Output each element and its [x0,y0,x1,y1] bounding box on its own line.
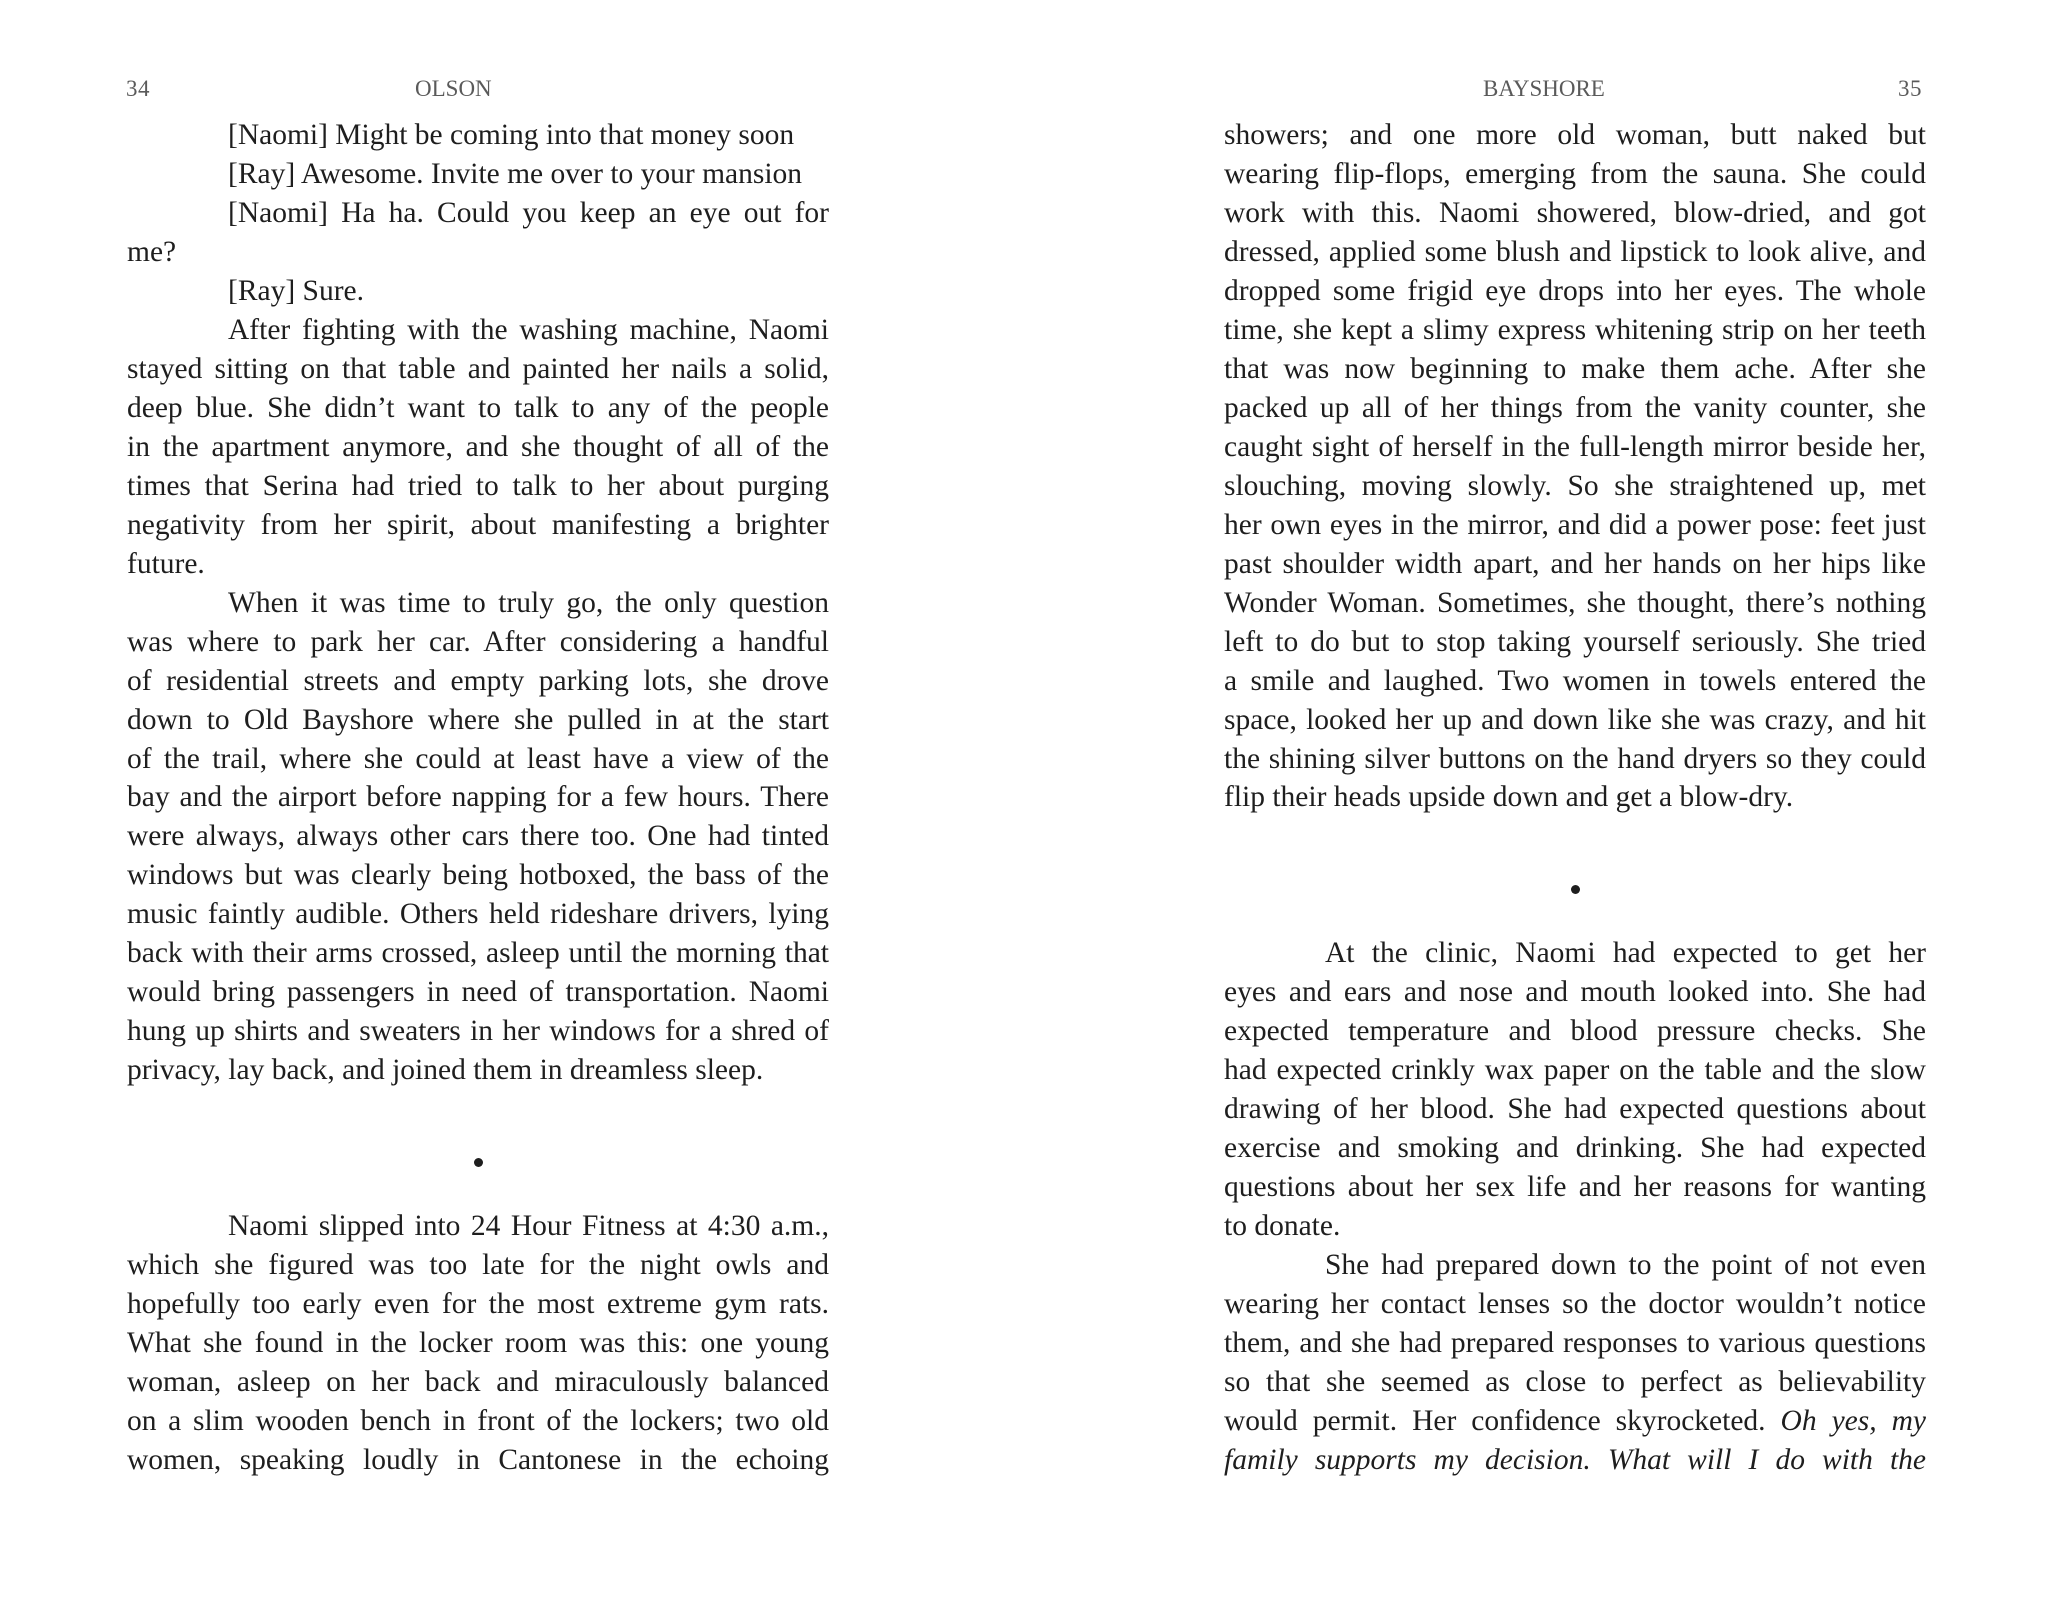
line-text: privacy, lay back, and joined them in dreamless sleep. [127,1054,764,1087]
text-line [1224,1207,1926,1246]
line-text: that was now beginning to make them ache. After she [1224,352,1926,385]
text-line [127,1324,829,1363]
line-text: which she figured was too late for the night owls and [127,1249,829,1282]
text-line [127,350,829,389]
right-text-column [1224,116,1926,1480]
text-line [127,973,829,1012]
text-line [1224,389,1926,428]
line-text: wearing flip-flops, emerging from the sauna. She could [1224,157,1926,190]
scene-break [1224,817,1926,934]
line-text: space, looked her up and down like she was crazy, and hit [1224,703,1926,736]
line-text: the shining silver buttons on the hand dryers so they could [1224,742,1926,775]
line-text: back with their arms crossed, asleep until the morning that [127,937,829,970]
line-text: After fighting with the washing machine, Naomi [228,313,829,346]
line-text: She had prepared down to the point of not even [1325,1249,1926,1282]
line-text: left to do but to stop taking yourself seriously. She tried [1224,625,1926,658]
line-text: [Ray] Awesome. Invite me over to your mansion [228,157,803,190]
paragraph [1224,934,1926,1246]
line-text: of the trail, where she could at least have a view of the [127,742,829,775]
line-text: dressed, applied some blush and lipstick to look alive, and [1224,235,1926,268]
text-line [1224,778,1926,817]
text-line [1224,428,1926,467]
line-text: so that she seemed as close to perfect as believability [1224,1365,1926,1398]
line-text: windows but was clearly being hotboxed, the bass of the [127,859,829,892]
text-line [127,1441,829,1480]
line-text: a smile and laughed. Two women in towels entered the [1224,664,1926,697]
line-text: Naomi slipped into 24 Hour Fitness at 4:30 a.m., [228,1210,829,1243]
line-text: in the apartment anymore, and she thought of all of the [127,430,829,463]
line-text: Wonder Woman. Sometimes, she thought, there’s nothing [1224,586,1926,619]
left-text-column [127,116,829,1480]
paragraph [127,116,829,155]
running-head-author: OLSON [415,76,492,101]
line-text: [Naomi] Ha ha. Could you keep an eye out for [228,196,829,229]
text-line [1224,194,1926,233]
scene-break [127,1090,829,1207]
scene-break-bullet-icon [1571,885,1580,894]
text-line [1224,272,1926,311]
line-text: What she found in the locker room was this: one young [127,1327,829,1360]
text-line [127,116,829,155]
text-line [1224,1363,1926,1402]
line-text: [Naomi] Might be coming into that money soon [228,119,795,151]
line-text: packed up all of her things from the vanity counter, she [1224,391,1926,424]
text-line [1224,1090,1926,1129]
line-text: future. [127,547,205,580]
text-line [127,1207,829,1246]
text-line [1224,506,1926,545]
line-text: her own eyes in the mirror, and did a power pose: feet just [1224,508,1926,541]
text-line [127,233,829,272]
line-text: would bring passengers in need of transportation. Naomi [127,976,829,1009]
text-line [1224,545,1926,584]
text-line [1224,233,1926,272]
text-line [1224,934,1926,973]
line-text: bay and the airport before napping for a few hours. There [127,781,829,814]
line-text: work with this. Naomi showered, blow-dried, and got [1224,196,1926,229]
line-text: expected temperature and blood pressure checks. She [1224,1015,1926,1048]
text-line [1224,662,1926,701]
text-line [1224,973,1926,1012]
line-text: them, and she had prepared responses to various questions [1224,1327,1926,1360]
text-line [127,934,829,973]
line-text: times that Serina had tried to talk to her about purging [127,469,829,502]
text-line [1224,467,1926,506]
text-line [127,194,829,233]
line-text: drawing of her blood. She had expected questions about [1224,1093,1926,1126]
line-text: music faintly audible. Others held rideshare drivers, lying [127,898,829,931]
line-text: At the clinic, Naomi had expected to get her [1325,937,1926,970]
line-text: [Ray] Sure. [228,274,364,307]
text-line [127,467,829,506]
line-text: had expected crinkly wax paper on the table and the slow [1224,1054,1926,1087]
text-line [1224,1285,1926,1324]
text-line [127,1246,829,1285]
line-text: stayed sitting on that table and painted her nails a solid, [127,352,829,385]
page-number-right: 35 [1898,76,1922,101]
paragraph [1224,116,1926,817]
text-line [127,272,829,311]
line-text: When it was time to truly go, the only question [228,586,829,619]
text-line [127,428,829,467]
line-text: me? [127,235,177,268]
line-text: women, speaking loudly in Cantonese in the echoing [127,1443,829,1476]
line-text: on a slim wooden bench in front of the lockers; two old [127,1404,829,1437]
line-text: down to Old Bayshore where she pulled in at the start [127,703,829,736]
line-text: slouching, moving slowly. So she straightened up, met [1224,469,1926,502]
text-line [127,895,829,934]
line-text: showers; and one more old woman, butt naked but [1224,119,1926,151]
line-text: negativity from her spirit, about manifesting a brighter [127,508,829,541]
line-text: would permit. Her confidence skyrocketed. [1224,1404,1781,1437]
text-line [1224,1168,1926,1207]
text-line [1224,701,1926,740]
line-text: deep blue. She didn’t want to talk to any of the people [127,391,829,424]
line-text: caught sight of herself in the full-length mirror beside her, [1224,430,1926,463]
line-text: woman, asleep on her back and miraculously balanced [127,1365,829,1398]
text-line [127,1012,829,1051]
page-number-left: 34 [126,76,150,101]
text-line [1224,1441,1926,1480]
text-line [1224,311,1926,350]
text-line [127,817,829,856]
text-line [127,1285,829,1324]
line-text: of residential streets and empty parking lots, she drove [127,664,829,697]
line-text: questions about her sex life and her reasons for wanting [1224,1171,1926,1204]
text-line [127,506,829,545]
text-line [127,155,829,194]
line-text: were always, always other cars there too. One had tinted [127,820,829,853]
scene-break-bullet-icon [474,1158,483,1167]
paragraph [127,155,829,194]
text-line [127,623,829,662]
text-line [127,584,829,623]
text-line [127,740,829,779]
text-line [127,311,829,350]
text-line [1224,1051,1926,1090]
paragraph [127,1207,829,1480]
text-line [1224,350,1926,389]
text-line [127,545,829,584]
paragraph [127,311,829,584]
text-line [1224,155,1926,194]
text-line [1224,1246,1926,1285]
text-line [127,856,829,895]
paragraph [127,194,829,272]
text-line [127,778,829,817]
text-line [127,701,829,740]
text-line [1224,584,1926,623]
paragraph [1224,1246,1926,1480]
line-text: wearing her contact lenses so the doctor wouldn’t notice [1224,1288,1926,1321]
text-line [1224,740,1926,779]
text-line [1224,116,1926,155]
line-text: was where to park her car. After considering a handful [127,625,829,658]
line-text-italic: Oh yes, my [1780,1404,1926,1437]
text-line [1224,623,1926,662]
line-text: hopefully too early even for the most extreme gym rats. [127,1288,829,1321]
text-line [127,1402,829,1441]
text-line [1224,1402,1926,1441]
text-line [1224,1129,1926,1168]
line-text: dropped some frigid eye drops into her eyes. The whole [1224,274,1926,307]
text-line [127,1051,829,1090]
line-text: hung up shirts and sweaters in her windows for a shred of [127,1015,829,1048]
text-line [127,389,829,428]
line-text: to donate. [1224,1210,1341,1243]
text-line [127,1363,829,1402]
paragraph [127,584,829,1091]
line-text: past shoulder width apart, and her hands on her hips like [1224,547,1926,580]
text-line [127,662,829,701]
text-line [1224,1324,1926,1363]
text-line [1224,1012,1926,1051]
line-text: flip their heads upside down and get a blow-dry. [1224,781,1794,814]
line-text-italic: family supports my decision. What will I do with the [1224,1443,1926,1476]
paragraph [127,272,829,311]
line-text: time, she kept a slimy express whitening strip on her teeth [1224,313,1926,346]
right-page [1024,0,2048,1598]
running-head-title: BAYSHORE [1483,76,1605,101]
line-text: eyes and ears and nose and mouth looked into. She had [1224,976,1926,1009]
line-text: exercise and smoking and drinking. She had expected [1224,1132,1926,1165]
